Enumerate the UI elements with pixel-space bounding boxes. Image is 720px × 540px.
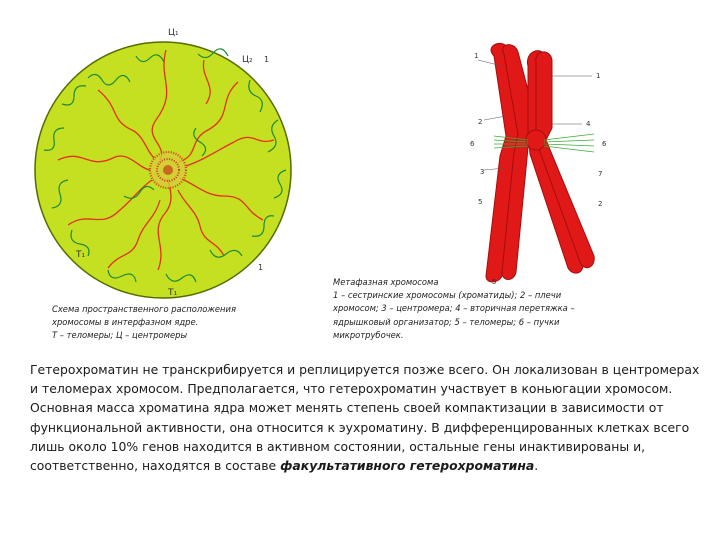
chr-label-4: 4	[586, 120, 591, 128]
label-t2: Т₁	[168, 288, 178, 298]
nucleus-caption-line: Т – теломеры; Ц – центромеры	[52, 330, 188, 341]
chr-label-3: 3	[480, 168, 485, 176]
chromosome-caption-line: Метафазная хромосома	[333, 277, 439, 287]
nucleus-caption	[52, 303, 292, 343]
paragraph-main-text: Основная масса хроматина ядра может менять степень своей компактизации в зависимости от функциональной активности, она относится к эухроматину. В дифференцированных клетках всего лишь около 10% генов находится в активном состоянии, остальные гены инактивированы и, соответственно, находятся в составе	[30, 400, 690, 474]
chr-label-2b: 2	[598, 200, 603, 208]
label-t1: Т₁	[76, 250, 86, 260]
nucleus-caption-line: хромосомы в интерфазном ядре.	[52, 317, 199, 328]
emphasized-term: факультативного гетерохроматина	[280, 458, 535, 474]
chromosome-caption-line: микротрубочек.	[333, 329, 404, 340]
chr-label-5b: 5	[492, 278, 497, 286]
label-1a: 1	[258, 263, 264, 272]
chr-label-2: 2	[478, 118, 483, 126]
chr-label-1a: 1	[474, 52, 479, 60]
chr-label-6b: 6	[602, 140, 607, 148]
nucleus-diagram	[28, 20, 298, 300]
label-c2: Ц₂	[242, 55, 253, 65]
paragraph-end: .	[534, 458, 539, 474]
metaphase-chromosome-diagram	[462, 36, 622, 286]
chromosome-caption-line: хромосом; 3 – центромера; 4 – вторичная перетяжка –	[333, 303, 575, 314]
chr-label-6a: 6	[470, 140, 475, 148]
chromosome-caption-line: ядрышковый организатор; 5 – теломеры; 6 – пучки	[333, 316, 560, 327]
centromere-cluster	[150, 152, 186, 188]
body-text	[30, 360, 702, 475]
chromosome-shape	[486, 43, 594, 282]
chr-label-7: 7	[598, 170, 603, 178]
paragraph-heterochromatin: Гетерохроматин не транскрибируется и реплицируется позже всего. Он локализован в центромерах и теломерах хромосом. Предполагается, что гетерохроматин участвует в коньюгации хромосом.	[30, 362, 700, 397]
nucleus-caption-line: Схема пространственного расположения	[52, 304, 237, 314]
paragraph-euchromatin	[30, 398, 702, 475]
chr-label-1b: 1	[596, 72, 601, 80]
chr-label-5: 5	[478, 198, 483, 206]
chromosome-caption	[333, 276, 633, 342]
label-c1: Ц₁	[168, 28, 179, 38]
chromosome-caption-line: 1 – сестринские хромосомы (хроматиды); 2 – плечи	[333, 290, 562, 301]
label-1b: 1	[264, 55, 270, 64]
